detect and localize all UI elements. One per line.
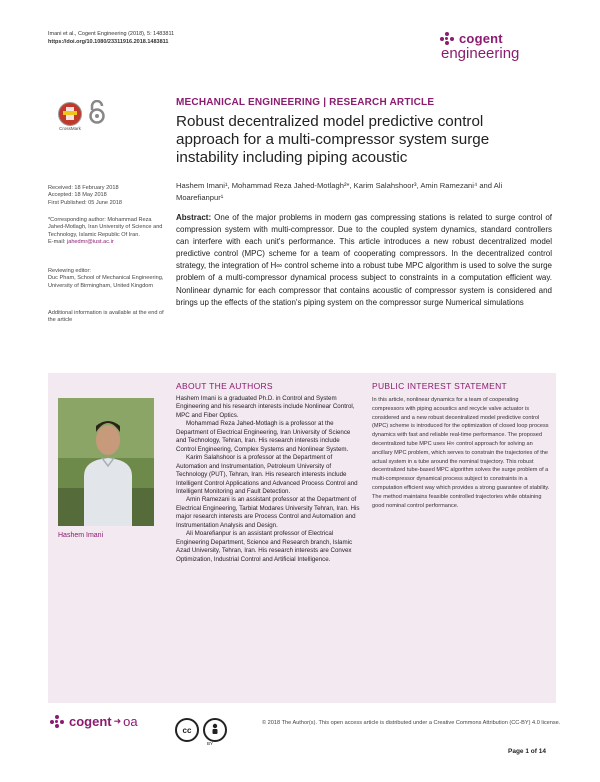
section-label: MECHANICAL ENGINEERING | RESEARCH ARTICLE — [176, 97, 435, 108]
bio-paragraph: Amin Ramezani is an assistant professor at the Department of Electrical Engineering, Tarbiat Modares University Tehran, Iran. His major research interests are Process Control and Automation and Instrumentation Analysis and Design. — [176, 496, 360, 529]
logo-suffix: oa — [123, 714, 138, 729]
abstract-label: Abstract: — [176, 213, 212, 222]
citation: Imani et al., Cogent Engineering (2018), 5: 1483811 — [48, 31, 175, 37]
brand-top: cogent — [459, 31, 503, 46]
dates-block — [48, 185, 166, 207]
license-text: © 2018 The Author(s). This open access article is distributed under a Creative Commons Attribution (CC-BY) 4.0 license. — [262, 720, 561, 726]
editor-text: Duc Pham, School of Mechanical Engineering, University of Birmingham, United Kingdom — [48, 275, 164, 289]
open-access-icon — [88, 100, 106, 124]
bio-paragraph: Karim Salahshoor is a professor at the Department of Automation and Instrumentation, Petroleum University of Technology (PUT), Tehran, Iran. His research interests include Intelligent Control Applications and Advanced Process Control and Intelligent Monitoring and Fault Detection. — [176, 454, 358, 495]
reviewing-editor — [48, 268, 166, 290]
public-interest-heading: PUBLIC INTEREST STATEMENT — [372, 381, 508, 391]
abstract — [176, 212, 552, 309]
page-number: Page 1 of 14 — [508, 748, 546, 755]
date-received: Received: 18 February 2018 — [48, 185, 119, 191]
crossmark-icon[interactable] — [58, 102, 82, 126]
about-authors-text — [176, 395, 360, 564]
arrow-icon: ➜ — [113, 716, 122, 726]
corresponding-text: *Corresponding author: Mohammad Reza Jahed-Motlagh, Iran University of Science and Technology, Islamic Republic Of Iran. — [48, 217, 163, 238]
date-published: First Published: 05 June 2018 — [48, 199, 123, 206]
journal-brand[interactable] — [440, 32, 519, 62]
bio-paragraph: Mohammad Reza Jahed-Motlagh is a professor at the Department of Electrical Engineering, Iran University of Science and Technology, Tehran, Iran. His research interests include Control Engineering, Complex Systems and Nonlinear System. — [176, 420, 351, 453]
photo-caption: Hashem Imani — [58, 532, 104, 539]
abstract-text: One of the major problems in modern gas compressing stations is related to surge control of compression system with multi-compressor. Due to the coupled system dynamics, standard controllers can interfere with each unit's performance. This article introduces a new robust decentralized model predictive control (MPC) scheme for a team of cooperating compressors. In the decentralized control strategy, the integration of H∞ control scheme into a robust tube MPC algorithm is used to solve the surge problem of a multi-compressor dynamical process subject to constraints in a computation efficient way. Nonlinear dynamic for each compressor that contains acoustic of compressor system is considered and brings up the effects of the station's piping system on the compressor surge Numerical simulations — [176, 213, 553, 307]
email-link[interactable]: jahedmr@iust.ac.ir — [66, 239, 114, 246]
additional-info: Additional information is available at the end of the article — [48, 310, 164, 324]
bio-paragraph: Ali Moarefianpur is an assistant professor of Electrical Engineering Department, Science and Research branch, Islamic Azad University, Tehran, Iran. His research interests are Convex Optimization, Industrial Control and Artificial Intelligence. — [176, 530, 353, 563]
brand-bottom: engineering — [441, 45, 520, 62]
author-list: Hashem Imani¹, Mohammad Reza Jahed-Motlagh²*, Karim Salahshoor³, Amin Ramezani⁴ and Ali Moarefianpur¹ — [176, 181, 503, 202]
article-title: Robust decentralized model predictive control approach for a multi-compressor system surge instability including piping acoustic — [176, 113, 490, 166]
by-person-icon — [203, 718, 227, 742]
corresponding-author — [48, 217, 166, 247]
editor-label: Reviewing editor: — [48, 268, 91, 274]
date-accepted: Accepted: 18 May 2018 — [48, 192, 107, 199]
cc-icon: cc — [175, 718, 199, 742]
by-label: BY — [206, 741, 213, 746]
author-photo — [58, 398, 154, 526]
cc-license-icons[interactable] — [175, 718, 227, 742]
bio-paragraph: Hashem Imani is a graduated Ph.D. in Control and System Engineering and his research interests include Nonlinear Control, MPC and Fiber Optics. — [176, 395, 355, 419]
public-interest-text: In this article, nonlinear dynamics for a team of cooperating compressors with piping acoustics and recycle valve actuator is considered and a new robust decentralized model predictive control (MPC) scheme is introduced for the optimization of closed loop process dynamics with fast and reliable real-time performance. The proposed decentralized tube MPC uses H∞ control approach for solving an ancillary MPC problem, which serves to constrain the trajectories of the actual system in a tube around the nominal trajectory. This robust decentralized tube-based MPC algorithm solves the surge problem of a multi-compressor dynamical process subject to constraints in a computation efficient way which provides a strong guarantee of stability. The method maintains feasible controlled trajectories while obtaining good nominal control performance. — [372, 397, 550, 509]
running-header — [48, 31, 268, 46]
email-label: E-mail: — [48, 239, 67, 246]
email-line — [48, 239, 166, 246]
doi-link[interactable]: https://doi.org/10.1080/23311916.2018.1483811 — [48, 38, 169, 45]
cogent-dots-icon — [50, 715, 66, 729]
about-authors-heading: ABOUT THE AUTHORS — [176, 381, 273, 391]
logo-text: cogent — [69, 714, 112, 729]
cogent-dots-icon — [440, 32, 456, 46]
crossmark-label: CrossMark — [59, 126, 81, 131]
cogent-oa-logo[interactable] — [50, 714, 138, 729]
